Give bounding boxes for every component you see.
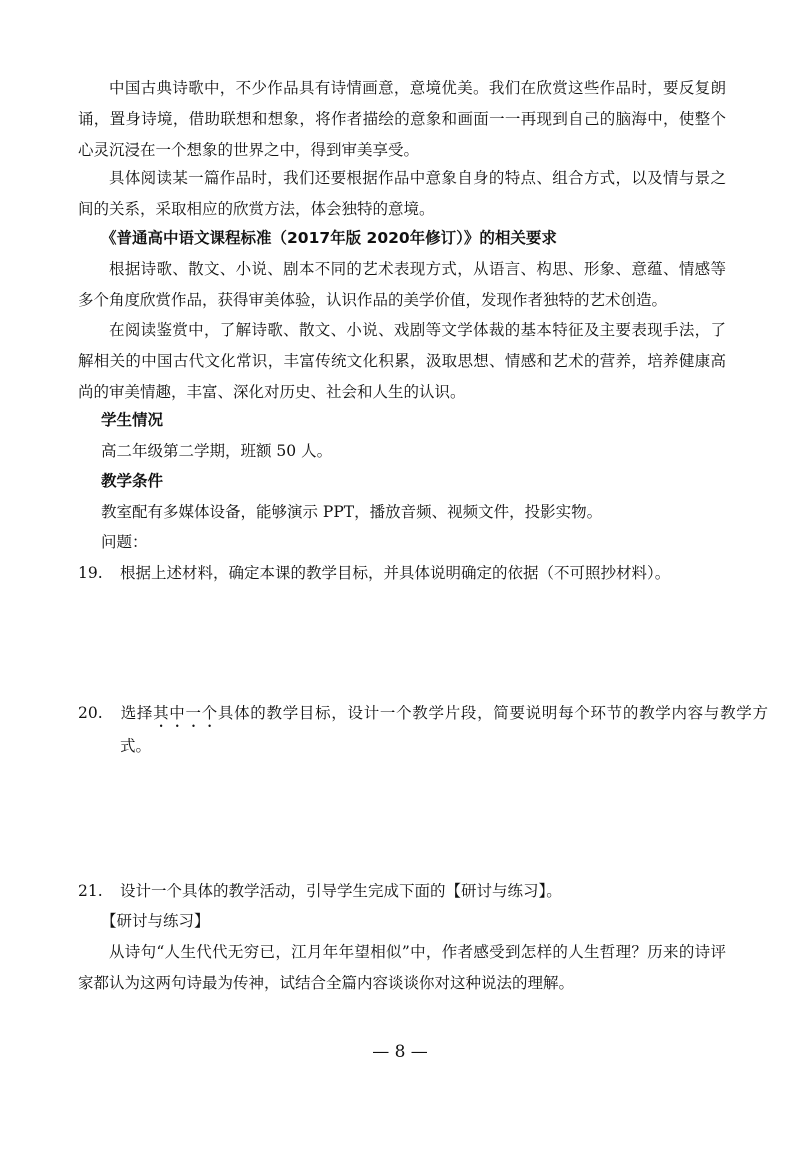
exercise-heading: 【研讨与练习】 (101, 912, 210, 930)
question-20-number: 20. (78, 704, 103, 722)
students-text: 高二年级第二学期，班额 50 人。 (101, 442, 333, 460)
question-20-emphasis: 其中一个 (153, 704, 218, 722)
students-heading: 学生情况 (101, 411, 164, 429)
exercise-text: 从诗句“人生代代无穷已，江月年年望相似”中，作者感受到怎样的人生哲理？历来的诗评家都认为这两句诗最为传神，试结合全篇内容谈谈你对这种说法的理解。 (78, 943, 726, 992)
question-21 (78, 876, 768, 907)
standard-paragraph-1: 根据诗歌、散文、小说、剧本不同的艺术表现方式，从语言、构思、形象、意蕴、情感等多个角度欣赏作品，获得审美体验，认识作品的美学价值，发现作者独特的艺术创造。 (78, 260, 726, 309)
question-19-text: 根据上述材料，确定本课的教学目标，并具体说明确定的依据（不可照抄材料）。 (120, 564, 671, 582)
question-21-number: 21. (78, 882, 103, 900)
conditions-heading: 教学条件 (101, 472, 164, 490)
conditions-text: 教室配有多媒体设备，能够演示 PPT，播放音频、视频文件，投影实物。 (101, 503, 603, 521)
page-number: — 8 — (372, 1042, 428, 1062)
question-20 (78, 698, 768, 762)
question-20-text-after: 具体的教学目标，设计一个教学片段，简要说明每个环节的教学内容与教学方式。 (120, 704, 768, 755)
question-19 (78, 558, 768, 589)
questions-label: 问题： (101, 533, 148, 551)
intro-paragraph-2: 具体阅读某一篇作品时，我们还要根据作品中意象自身的特点、组合方式，以及情与景之间的关系，采取相应的欣赏方法，体会独特的意境。 (78, 169, 726, 218)
question-19-number: 19. (78, 564, 103, 582)
intro-paragraph-1: 中国古典诗歌中，不少作品具有诗情画意，意境优美。我们在欣赏这些作品时，要反复朗诵，置身诗境，借助联想和想象，将作者描绘的意象和画面一一再现到自己的脑海中，使整个心灵沉浸在一个想象的世界之中，得到审美享受。 (78, 79, 726, 159)
question-20-text-before: 选择 (120, 704, 154, 722)
standard-heading: 《普通高中语文课程标准（2017年版 2020年修订）》的相关要求 (101, 229, 557, 247)
standard-paragraph-2: 在阅读鉴赏中，了解诗歌、散文、小说、戏剧等文学体裁的基本特征及主要表现手法，了解相关的中国古代文化常识，丰富传统文化积累，汲取思想、情感和艺术的营养，培养健康高尚的审美情趣，丰富、深化对历史、社会和人生的认识。 (78, 321, 726, 401)
question-21-text: 设计一个具体的教学活动，引导学生完成下面的【研讨与练习】。 (120, 882, 562, 900)
